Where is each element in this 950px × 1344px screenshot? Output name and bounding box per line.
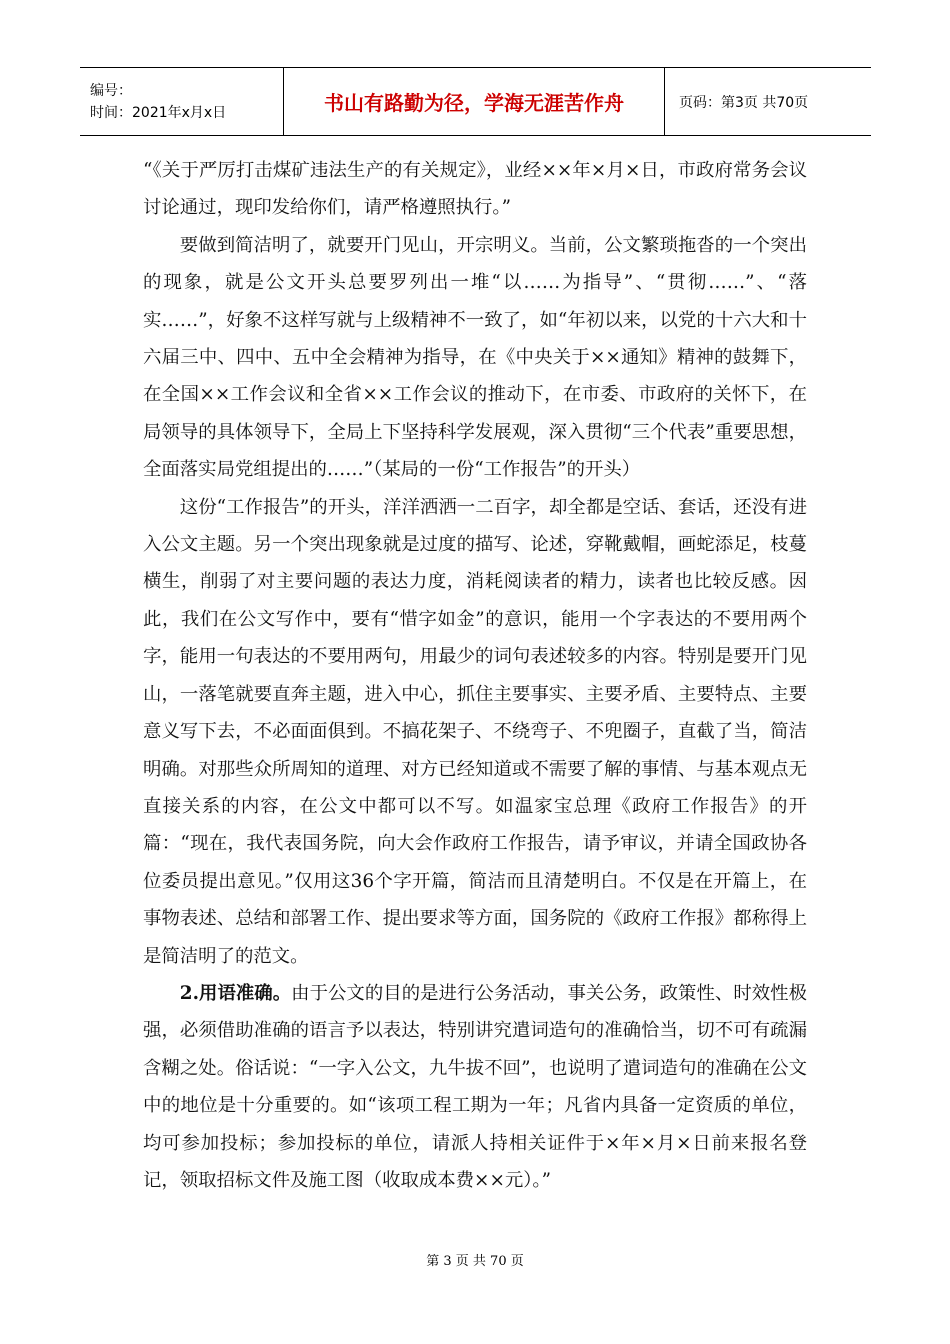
document-body xyxy=(143,152,807,1199)
document-number-label: 编号： xyxy=(90,82,132,99)
header-meta xyxy=(80,68,284,135)
paragraph-3: 这份“工作报告”的开头，洋洋洒洒一二百字，却全都是空话、套话，还没有进入公文主题。另一个突出现象就是过度的描写、论述，穿靴戴帽，画蛇添足，枝蔓横生，削弱了对主要问题的表达力度，消耗阅读者的精力，读者也比较反感。因此，我们在公文写作中，要有“惜字如金”的意识，能用一个字表达的不要用两个字，能用一句表达的不要用两句，用最少的词句表述较多的内容。特别是要开门见山，一落笔就要直奔主题，进入中心，抓住主要事实、主要矛盾、主要特点、主要意义写下去，不必面面俱到。不搞花架子、不绕弯子、不兜圈子，直截了当，简洁明确。对那些众所周知的道理、对方已经知道或不需要了解的事情、与基本观点无直接关系的内容，在公文中都可以不写。如温家宝总理《政府工作报告》的开篇：“现在，我代表国务院，向大会作政府工作报告，请予审议，并请全国政协各位委员提出意见。”仅用这36个字开篇，简洁而且清楚明白。不仅是在开篇上，在事物表述、总结和部署工作、提出要求等方面，国务院的《政府工作报》都称得上是简洁明了的范文。 xyxy=(143,496,807,967)
header-page-number: 页码：第3页 共70页 xyxy=(679,94,809,111)
page-footer: 第 3 页 共 70 页 xyxy=(426,1254,524,1269)
section-heading: 2.用语准确。 xyxy=(179,982,292,1004)
paragraph-2: 要做到简洁明了，就要开门见山，开宗明义。当前，公文繁琐拖沓的一个突出的现象，就是公文开头总要罗列出一堆“以……为指导”、“贯彻……”、“落实……”，好象不这样写就与上级精神不一致了，如“年初以来，以党的十六大和十六届三中、四中、五中全会精神为指导，在《中央关于××通知》精神的鼓舞下，在全国××工作会议和全省××工作会议的推动下，在市委、市政府的关怀下，在局领导的具体领导下，全局上下坚持科学发展观，深入贯彻“三个代表”重要思想，全面落实局党组提出的……”（某局的一份“工作报告”的开头） xyxy=(143,234,807,481)
paragraph-1: “《关于严厉打击煤矿违法生产的有关规定》，业经××年×月×日，市政府常务会议讨论通过，现印发给你们，请严格遵照执行。” xyxy=(143,160,807,219)
paragraph-4-text: 由于公文的目的是进行公务活动，事关公务，政策性、时效性极强，必须借助准确的语言予以表达，特别讲究遣词造句的准确恰当，切不可有疏漏含糊之处。俗话说：“一字入公文，九牛拔不回”，也说明了遣词造句的准确在公文中的地位是十分重要的。如“该项工程工期为一年；凡省内具备一定资质的单位，均可参加投标；参加投标的单位，请派人持相关证件于×年×月×日前来报名登记，领取招标文件及施工图（收取成本费××元）。” xyxy=(143,982,807,1191)
paragraph-4 xyxy=(143,975,807,1199)
header-motto: 书山有路勤为径，学海无涯苦作舟 xyxy=(284,68,665,135)
page-header xyxy=(80,67,871,136)
document-time-label: 时间：2021年x月x日 xyxy=(90,104,227,121)
